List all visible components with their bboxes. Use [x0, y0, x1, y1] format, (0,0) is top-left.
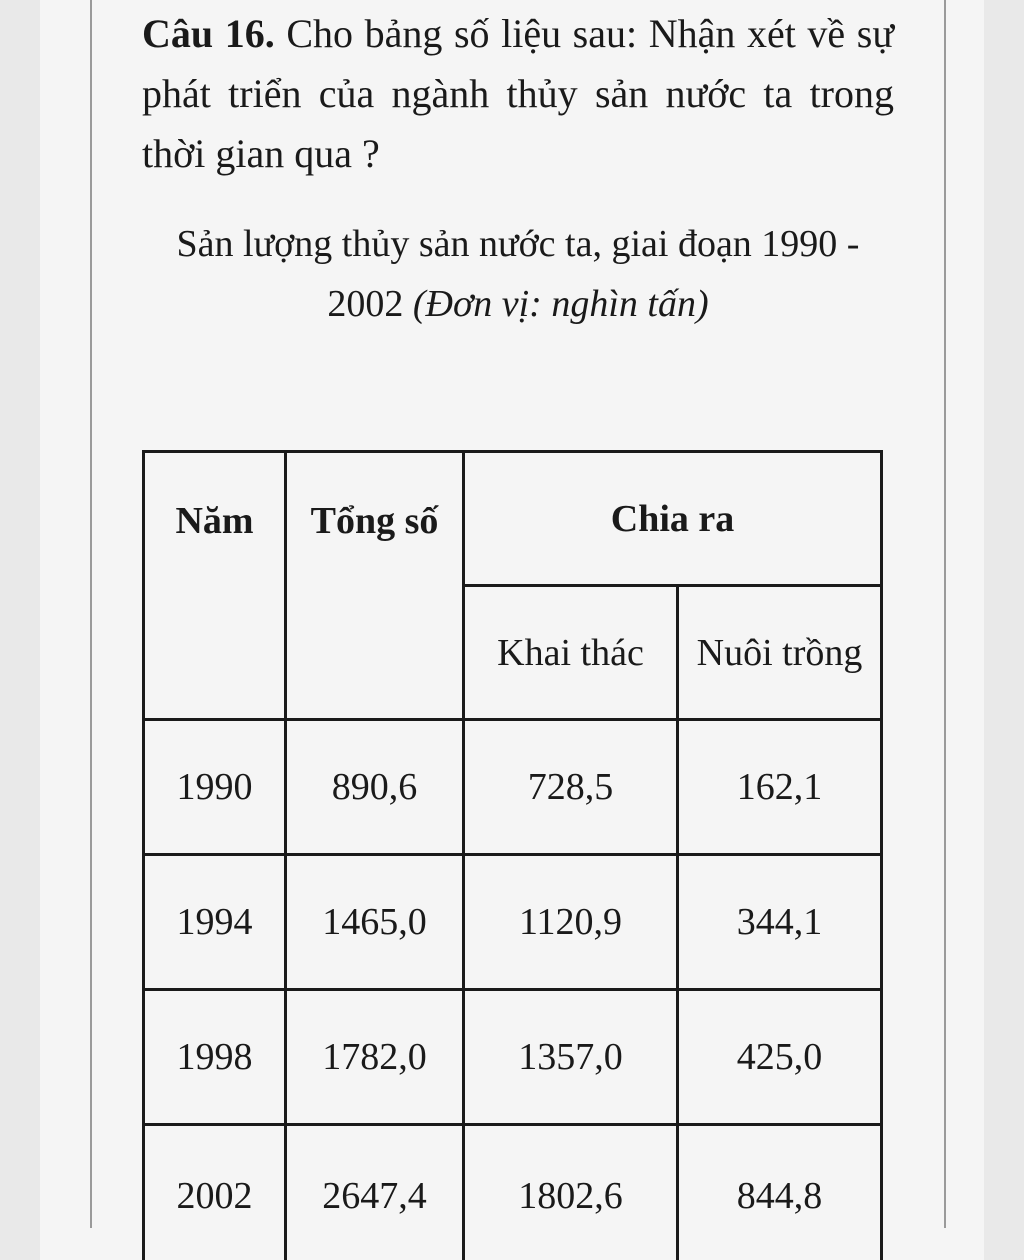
- table-row: [144, 990, 882, 1125]
- header-farming: Nuôi trồng: [678, 586, 882, 720]
- header-total: Tổng số: [286, 452, 464, 720]
- cell-catch: 728,5: [464, 720, 678, 855]
- cell-year: 1994: [144, 855, 286, 990]
- question-label: Câu 16.: [142, 11, 275, 56]
- cell-total: 890,6: [286, 720, 464, 855]
- cell-total: 1782,0: [286, 990, 464, 1125]
- cell-year: 1998: [144, 990, 286, 1125]
- header-year: Năm: [144, 452, 286, 720]
- caption-unit: (Đơn vị: nghìn tấn): [412, 283, 709, 325]
- header-catch: Khai thác: [464, 586, 678, 720]
- cell-total: 2647,4: [286, 1125, 464, 1260]
- cell-year: 1990: [144, 720, 286, 855]
- cell-farming: 425,0: [678, 990, 882, 1125]
- right-margin-line: [944, 0, 946, 1228]
- document-page: [40, 0, 984, 1260]
- cell-farming: 844,8: [678, 1125, 882, 1260]
- table-row: [144, 720, 882, 855]
- cell-farming: 344,1: [678, 855, 882, 990]
- cell-catch: 1802,6: [464, 1125, 678, 1260]
- table-row: [144, 855, 882, 990]
- question-text: [142, 4, 894, 184]
- table-caption: [142, 214, 894, 334]
- header-split: Chia ra: [464, 452, 882, 586]
- fishery-output-table: [142, 450, 883, 1260]
- cell-total: 1465,0: [286, 855, 464, 990]
- table-row: [144, 1125, 882, 1260]
- cell-year: 2002: [144, 1125, 286, 1260]
- caption-title: Sản lượng thủy sản nước ta, giai đoạn 1990 - 2002: [176, 223, 860, 325]
- cell-farming: 162,1: [678, 720, 882, 855]
- question-body: Cho bảng số liệu sau: Nhận xét về sự phát triển của ngành thủy sản nước ta trong thời gian qua ?: [142, 11, 894, 176]
- cell-catch: 1120,9: [464, 855, 678, 990]
- table-header-row: [144, 452, 882, 586]
- left-margin-line: [90, 0, 92, 1228]
- cell-catch: 1357,0: [464, 990, 678, 1125]
